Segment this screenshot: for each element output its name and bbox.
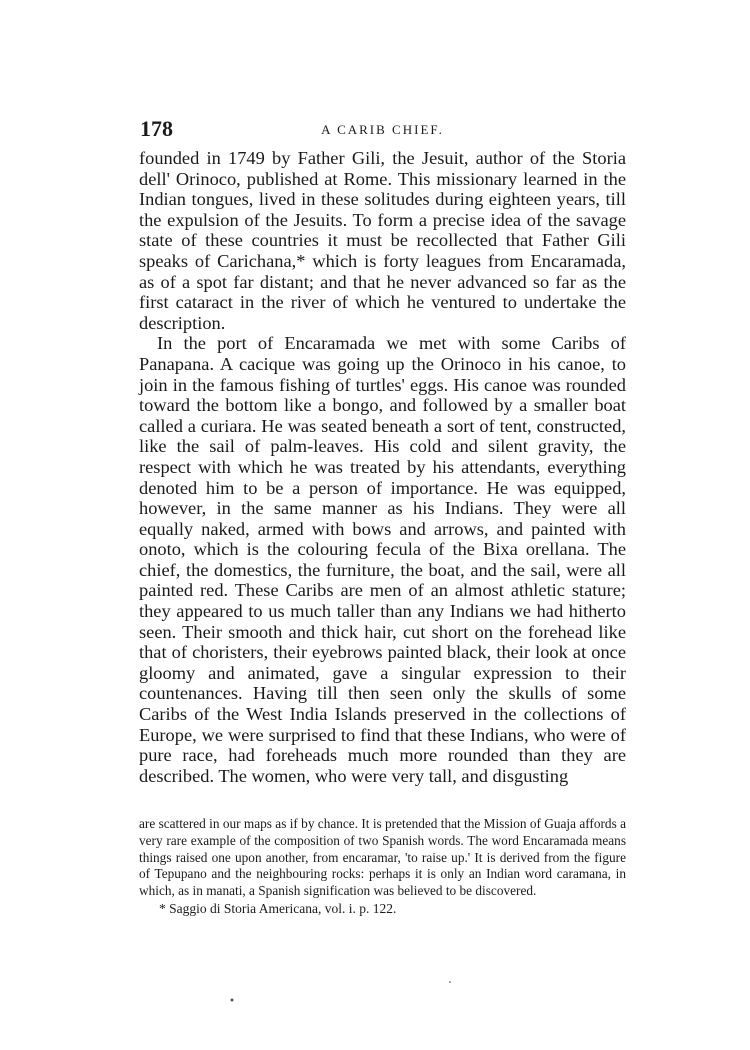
footnote-continued: are scattered in our maps as if by chance. It is pretended that the Mission of Guaja affords a very rare example of the composition of two Spanish words. The word Encaramada means things raised one upon another, from encaramar, 'to raise up.' It is derived from the figure of Tepupano and the neighbouring rocks: perhaps it is only an Indian word caramana, in which, as in manati, a Spanish signification was believed to be discovered. (139, 816, 626, 899)
page-number: 178 (140, 116, 173, 141)
running-head: A CARIB CHIEF. (321, 122, 444, 137)
paragraph-carib-chief: In the port of Encaramada we met with some Caribs of Panapana. A cacique was going up the Orinoco in his canoe, to join in the famous fishing of turtles' eggs. His canoe was rounded toward the bottom like a bongo, and followed by a smaller boat called a curiara. He was seated beneath a sort of tent, constructed, like the sail of palm-leaves. His cold and silent gravity, the respect with which he was treated by his attendants, everything denoted him to be a person of importance. He was equipped, however, in the same manner as his Indians. They were all equally naked, armed with bows and arrows, and painted with onoto, which is the colouring fecula of the Bixa orellana. The chief, the domestics, the furniture, the boat, and the sail, were all painted red. These Caribs are men of an almost athletic stature; they appeared to us much taller than any Indians we had hitherto seen. Their smooth and thick hair, cut short on the forehead like that of choristers, their eyebrows painted black, their look at once gloomy and animated, gave a singular expression to their countenances. Having till then seen only the skulls of some Caribs of the West India Islands preserved in the collections of Europe, we were surprised to find that these Indians, who were of pure race, had foreheads much more rounded than they are described. The women, who were very tall, and disgusting (139, 333, 626, 786)
footnote-star: * Saggio di Storia Americana, vol. i. p. 122. (159, 900, 397, 916)
paragraph-continued: founded in 1749 by Father Gili, the Jesuit, author of the Storia dell' Orinoco, published at Rome. This missionary learned in the Indian tongues, lived in these solitudes during eighteen years, till the expulsion of the Jesuits. To form a precise idea of the savage state of these countries it must be recollected that Father Gili speaks of Carichana,* which is forty leagues from Encaramada, as of a spot far distant; and that he never advanced so far as the first cataract in the river of which he ventured to undertake the description. (139, 148, 626, 333)
scan-speck (231, 999, 234, 1002)
scan-speck (449, 981, 451, 983)
